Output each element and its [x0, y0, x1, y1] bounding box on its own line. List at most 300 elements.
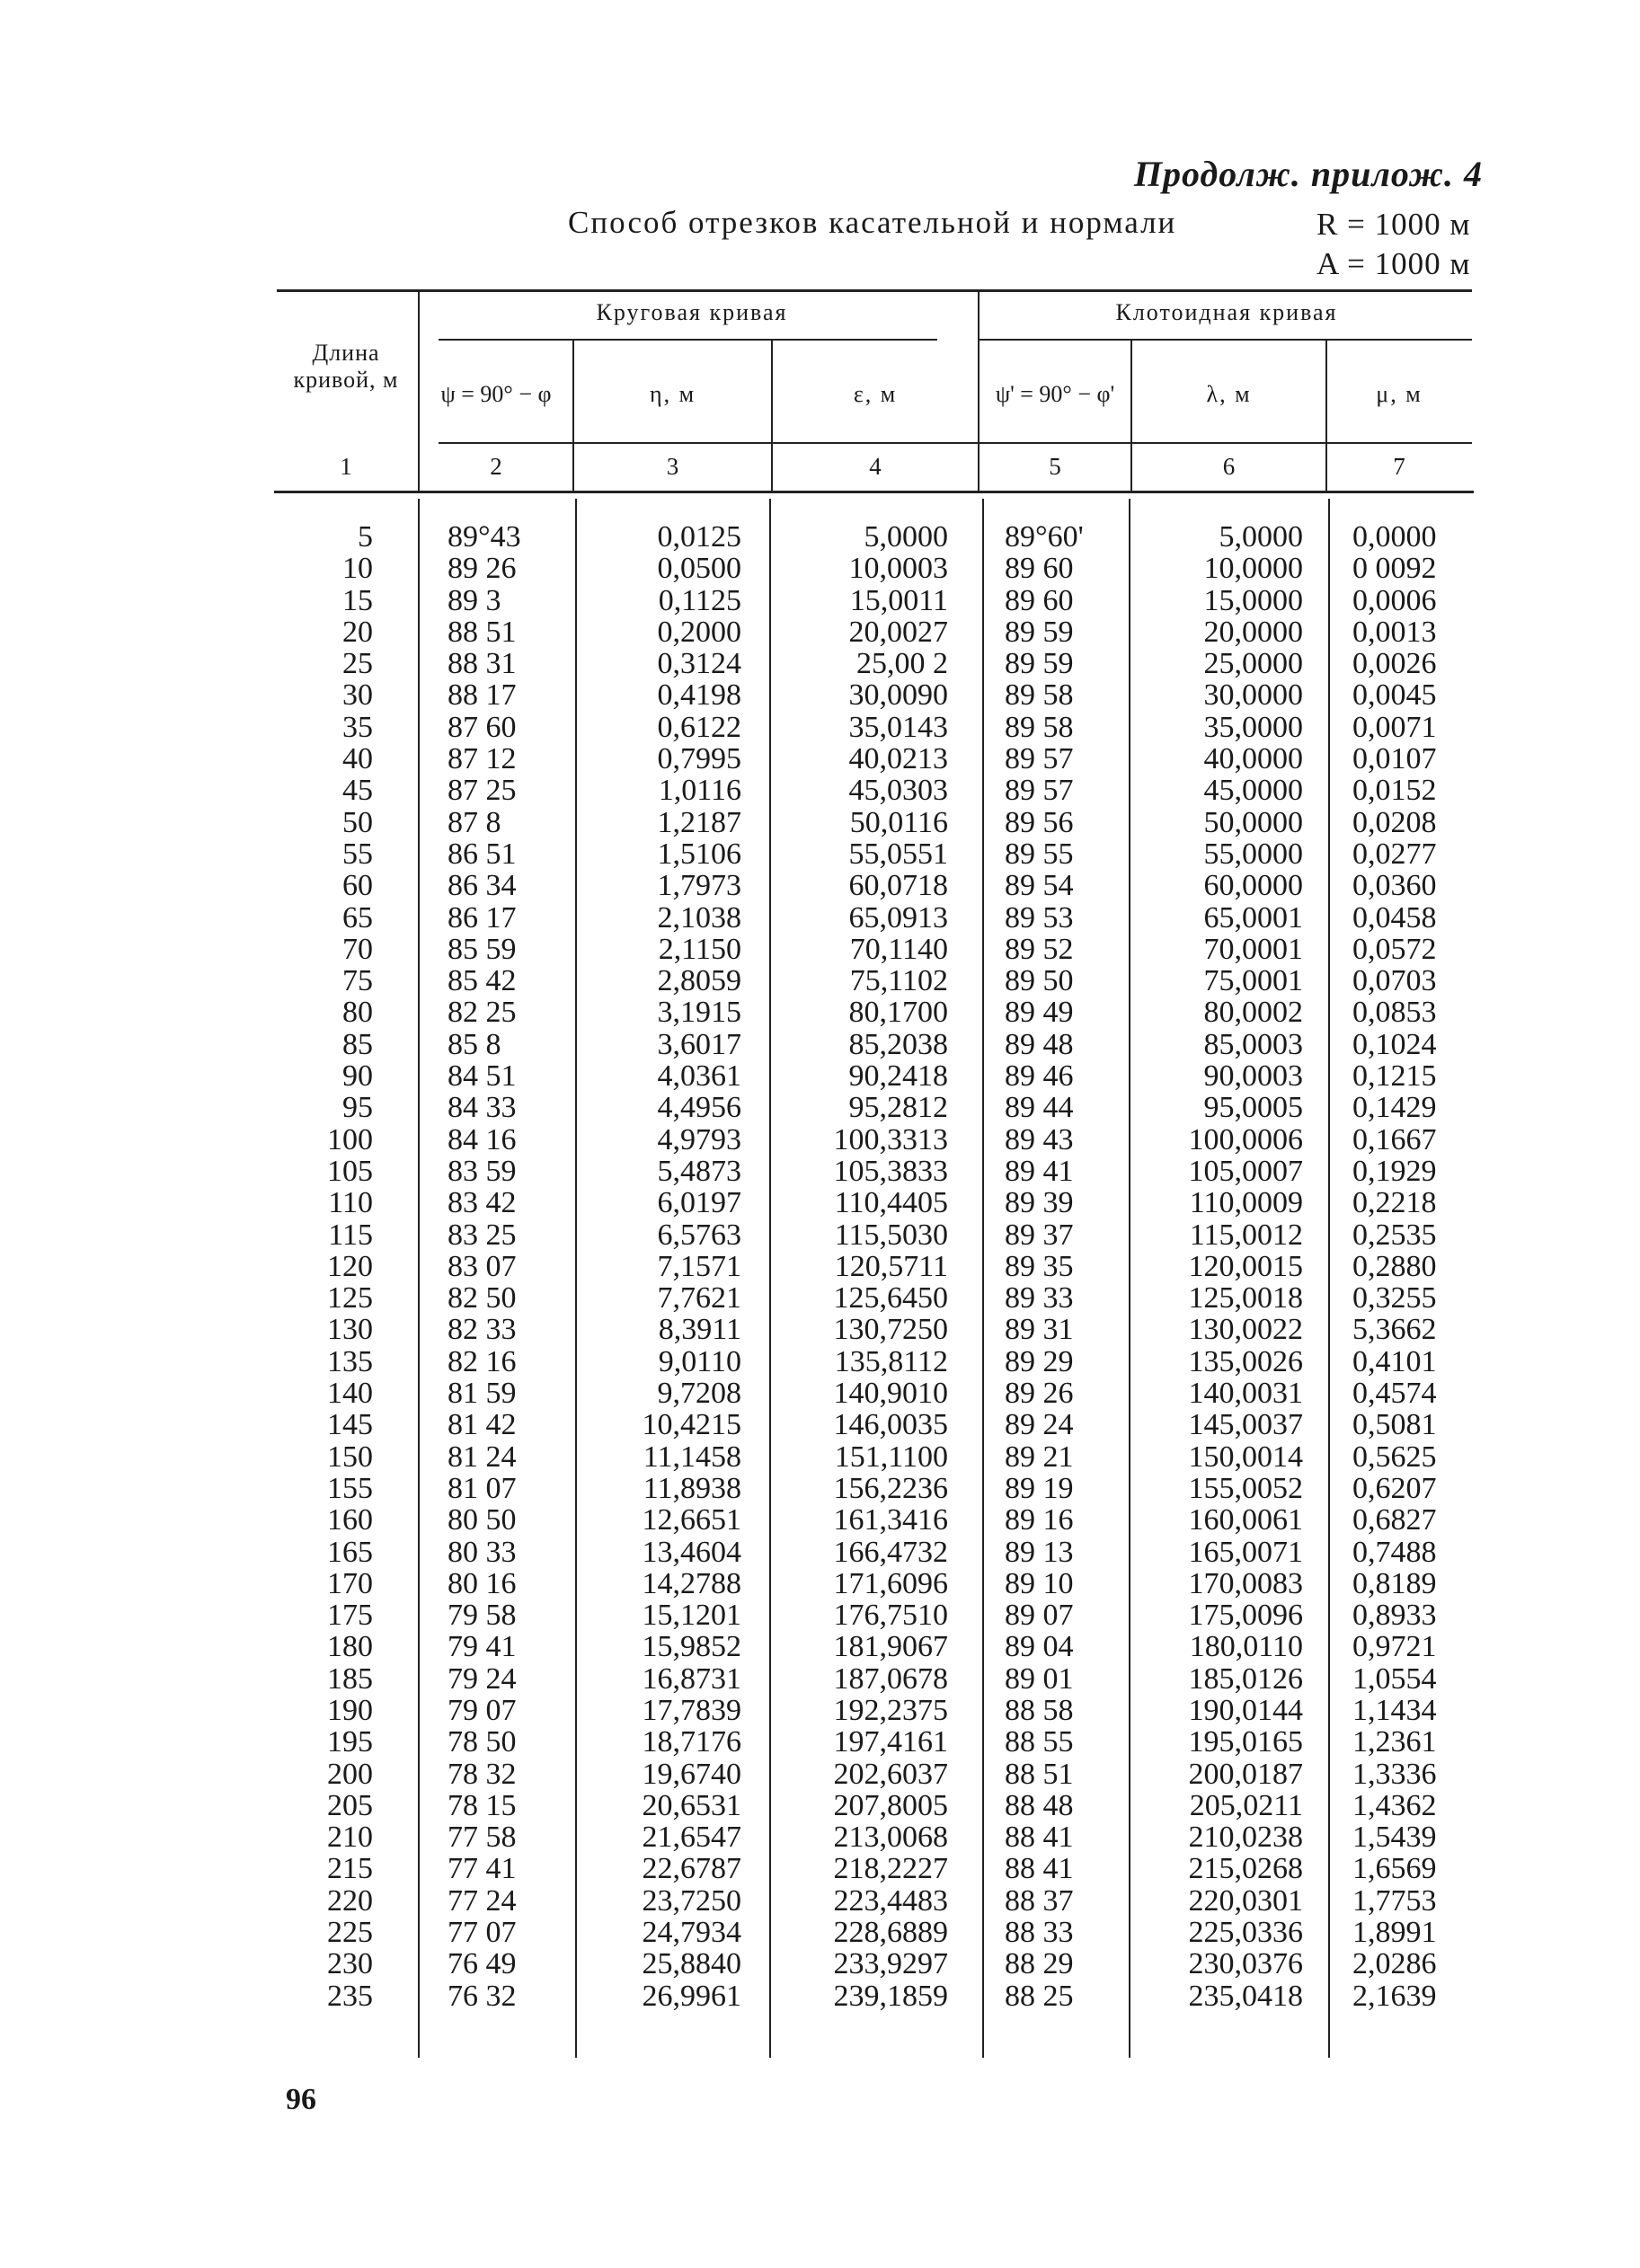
table-cell: 55 [342, 837, 373, 871]
table-cell: 89 43 [1005, 1122, 1074, 1156]
table-cell: 89 59 [1005, 647, 1074, 681]
table-cell: 82 33 [448, 1313, 517, 1347]
table-cell: 160,0061 [1188, 1503, 1303, 1537]
col-lambda-header: λ, м [1206, 381, 1252, 407]
table-cell: 82 16 [448, 1344, 517, 1378]
table-cell: 89 37 [1005, 1218, 1074, 1252]
table-cell: 165 [327, 1535, 373, 1569]
table-cell: 79 07 [448, 1693, 517, 1727]
table-cell: 165,0071 [1188, 1535, 1303, 1569]
table-cell: 0,1125 [658, 583, 741, 617]
table-cell: 197,4161 [833, 1725, 948, 1759]
table-cell: 0,0572 [1352, 932, 1437, 966]
body-divider-1 [418, 499, 420, 2058]
table-cell: 15,0000 [1203, 583, 1303, 617]
table-cell: 50 [342, 805, 373, 839]
table-cell: 89 33 [1005, 1281, 1074, 1316]
table-cell: 210 [327, 1821, 373, 1855]
table-cell: 55,0000 [1203, 837, 1303, 871]
table-cell: 60,0000 [1203, 869, 1303, 903]
table-cell: 110 [328, 1186, 373, 1220]
body-divider-5 [1129, 499, 1130, 2058]
table-cell: 160 [327, 1503, 373, 1537]
table-cell: 87 8 [448, 805, 501, 839]
table-cell: 89 53 [1005, 900, 1074, 935]
table-cell: 215,0268 [1188, 1852, 1303, 1886]
table-cell: 4,0361 [657, 1059, 741, 1094]
table-cell: 88 17 [448, 678, 517, 713]
table-cell: 79 58 [448, 1599, 517, 1633]
table-cell: 15,9852 [642, 1630, 741, 1664]
table-cell: 88 37 [1005, 1883, 1074, 1918]
table-cell: 88 25 [1005, 1979, 1074, 2013]
table-cell: 78 50 [448, 1725, 517, 1759]
table-cell: 15,1201 [642, 1599, 741, 1633]
table-cell: 1,0116 [658, 774, 741, 808]
body-divider-4 [982, 499, 984, 2058]
page-number: 96 [286, 2083, 316, 2116]
table-cell: 95,0005 [1203, 1091, 1303, 1125]
table-cell: 0,3255 [1352, 1281, 1437, 1316]
table-cell: 0,2218 [1352, 1186, 1437, 1220]
table-cell: 89 24 [1005, 1408, 1074, 1442]
table-cell: 89 3 [448, 583, 501, 617]
table-cell: 84 33 [448, 1091, 517, 1125]
table-cell: 30 [342, 678, 373, 713]
table-cell: 89 46 [1005, 1059, 1074, 1094]
circular-group-rule [439, 339, 937, 341]
table-cell: 89 57 [1005, 742, 1074, 776]
table-cell: 213,0068 [833, 1821, 948, 1855]
table-cell: 90,2418 [848, 1059, 948, 1094]
table-cell: 146,0035 [833, 1408, 948, 1442]
table-cell: 83 59 [448, 1154, 517, 1188]
table-cell: 95 [342, 1091, 373, 1125]
body-divider-3 [769, 499, 771, 2058]
table-cell: 15,0011 [849, 583, 948, 617]
table-cell: 1,6569 [1352, 1852, 1437, 1886]
table-cell: 9,0110 [658, 1344, 741, 1378]
table-cell: 90,0003 [1203, 1059, 1303, 1094]
table-cell: 115 [328, 1218, 373, 1252]
table-cell: 185 [327, 1661, 373, 1696]
table-cell: 0,0152 [1352, 774, 1437, 808]
table-cell: 233,9297 [833, 1947, 948, 1981]
table-cell: 89 35 [1005, 1249, 1074, 1283]
table-cell: 230 [327, 1947, 373, 1981]
table-cell: 220 [327, 1883, 373, 1918]
table-cell: 235,0418 [1188, 1979, 1303, 2013]
table-cell: 35,0143 [848, 710, 948, 744]
table-cell: 80 [342, 996, 373, 1030]
table-cell: 10,0000 [1203, 552, 1303, 586]
table-cell: 25,0000 [1203, 647, 1303, 681]
table-cell: 125,0018 [1188, 1281, 1303, 1316]
table-cell: 89 21 [1005, 1440, 1074, 1474]
table-cell: 115,5030 [834, 1218, 948, 1252]
table-cell: 89 60 [1005, 552, 1074, 586]
column-eta [575, 521, 741, 2012]
table-cell: 230,0376 [1188, 1947, 1303, 1981]
table-cell: 89 57 [1005, 774, 1074, 808]
table-cell: 192,2375 [833, 1693, 948, 1727]
table-cell: 140 [327, 1377, 373, 1411]
table-cell: 223,4483 [833, 1883, 948, 1918]
table-cell: 60 [342, 869, 373, 903]
col-psi2-header: ψ' = 90° − φ' [995, 381, 1115, 407]
table-cell: 19,6740 [642, 1757, 741, 1791]
col-length-header: Длина кривой, м [293, 340, 399, 393]
table-cell: 130 [327, 1313, 373, 1347]
table-cell: 20 [342, 615, 373, 649]
table-cell: 45,0303 [848, 774, 948, 808]
table-cell: 200 [327, 1757, 373, 1791]
table-cell: 0,1024 [1352, 1027, 1437, 1061]
table-cell: 4,4956 [657, 1091, 741, 1125]
table-cell: 171,6096 [833, 1566, 948, 1600]
table-cell: 65,0001 [1203, 900, 1303, 935]
table-cell: 88 58 [1005, 1693, 1074, 1727]
table-cell: 0,7488 [1352, 1535, 1437, 1569]
table-cell: 10 [342, 552, 373, 586]
table-cell: 145,0037 [1188, 1408, 1303, 1442]
col-mu-header: μ, м [1376, 381, 1423, 407]
table-cell: 115,0012 [1189, 1218, 1303, 1252]
table-cell: 175,0096 [1188, 1599, 1303, 1633]
table-cell: 80 50 [448, 1503, 517, 1537]
table-cell: 87 60 [448, 710, 517, 744]
table-cell: 105,0007 [1188, 1154, 1303, 1188]
table-cell: 77 07 [448, 1916, 517, 1950]
table-cell: 82 25 [448, 996, 517, 1030]
table-cell: 120,0015 [1188, 1249, 1303, 1283]
table-cell: 7,1571 [657, 1249, 741, 1283]
table-cell: 20,6531 [642, 1788, 741, 1822]
clothoid-group-rule [980, 339, 1472, 341]
table-cell: 70,0001 [1203, 932, 1303, 966]
table-cell: 0,1929 [1352, 1154, 1437, 1188]
table-cell: 0,4198 [657, 678, 741, 713]
table-cell: 100,3313 [833, 1122, 948, 1156]
table-cell: 89°60' [1005, 520, 1084, 554]
table-cell: 88 41 [1005, 1821, 1074, 1855]
table-cell: 2,8059 [657, 964, 741, 998]
table-cell: 4,9793 [657, 1122, 741, 1156]
table-cell: 130,0022 [1188, 1313, 1303, 1347]
table-cell: 89 44 [1005, 1091, 1074, 1125]
table-cell: 0,0500 [657, 552, 741, 586]
table-cell: 0,0071 [1352, 710, 1437, 744]
table-cell: 11,1458 [643, 1440, 741, 1474]
table-cell: 239,1859 [833, 1979, 948, 2013]
table-cell: 0,6827 [1352, 1503, 1437, 1537]
table-cell: 5,0000 [1219, 520, 1303, 554]
table-cell: 205 [327, 1788, 373, 1822]
table-cell: 135,0026 [1188, 1344, 1303, 1378]
table-cell: 7,7621 [657, 1281, 741, 1316]
table-cell: 105 [327, 1154, 373, 1188]
table-cell: 30,0000 [1203, 678, 1303, 713]
table-cell: 89 19 [1005, 1471, 1074, 1505]
table-cell: 25 [342, 647, 373, 681]
table-cell: 82 50 [448, 1281, 517, 1316]
table-cell: 78 32 [448, 1757, 517, 1791]
table-cell: 130,7250 [833, 1313, 948, 1347]
table-cell: 84 16 [448, 1122, 517, 1156]
table-top-rule [277, 289, 1472, 292]
table-cell: 180,0110 [1189, 1630, 1303, 1664]
column-psi2 [1005, 521, 1126, 2012]
table-cell: 0,0360 [1352, 869, 1437, 903]
table-cell: 10,0003 [848, 552, 948, 586]
table-cell: 180 [327, 1630, 373, 1664]
table-cell: 1,7753 [1352, 1883, 1437, 1918]
table-cell: 85 8 [448, 1027, 501, 1061]
col-number-4: 4 [869, 453, 882, 480]
table-cell: 155,0052 [1188, 1471, 1303, 1505]
table-cell: 80,1700 [848, 996, 948, 1030]
table-cell: 95,2812 [848, 1091, 948, 1125]
table-cell: 85,2038 [848, 1027, 948, 1061]
table-cell: 55,0551 [848, 837, 948, 871]
table-cell: 0,6122 [657, 710, 741, 744]
table-cell: 11,8938 [643, 1471, 741, 1505]
table-cell: 89 29 [1005, 1344, 1074, 1378]
table-cell: 89 56 [1005, 805, 1074, 839]
table-cell: 185,0126 [1188, 1661, 1303, 1696]
table-cell: 1,3336 [1352, 1757, 1437, 1791]
table-cell: 120 [327, 1249, 373, 1283]
table-cell: 0,5081 [1352, 1408, 1437, 1442]
table-cell: 40,0000 [1203, 742, 1303, 776]
table-cell: 9,7208 [657, 1377, 741, 1411]
table-cell: 140,9010 [833, 1377, 948, 1411]
table-cell: 0,0125 [657, 520, 741, 554]
table-cell: 78 15 [448, 1788, 517, 1822]
header-bottom-rule [439, 442, 1472, 444]
group-circular-label: Круговая кривая [596, 299, 788, 325]
table-cell: 81 59 [448, 1377, 517, 1411]
table-cell: 89 52 [1005, 932, 1074, 966]
table-cell: 80 33 [448, 1535, 517, 1569]
table-cell: 2,1038 [657, 900, 741, 935]
table-cell: 0,0458 [1352, 900, 1437, 935]
table-cell: 6,0197 [657, 1186, 741, 1220]
table-cell: 40 [342, 742, 373, 776]
table-cell: 77 58 [448, 1821, 517, 1855]
table-cell: 30,0090 [848, 678, 948, 713]
table-cell: 0,3124 [657, 647, 741, 681]
table-cell: 86 51 [448, 837, 517, 871]
table-cell: 2,1150 [658, 932, 741, 966]
table-cell: 88 31 [448, 647, 517, 681]
table-cell: 205,0211 [1189, 1788, 1303, 1822]
table-cell: 100,0006 [1188, 1122, 1303, 1156]
table-cell: 89 49 [1005, 996, 1074, 1030]
table-cell: 89 10 [1005, 1566, 1074, 1600]
table-cell: 0,9721 [1352, 1630, 1437, 1664]
table-cell: 1,5439 [1352, 1821, 1437, 1855]
table-cell: 225,0336 [1188, 1916, 1303, 1950]
table-cell: 5,0000 [864, 520, 948, 554]
table-cell: 16,8731 [642, 1661, 741, 1696]
table-cell: 88 29 [1005, 1947, 1074, 1981]
table-cell: 150 [327, 1440, 373, 1474]
col-number-3: 3 [666, 453, 679, 480]
table-cell: 0,0013 [1352, 615, 1437, 649]
col-psi-header: ψ = 90° − φ [440, 381, 552, 407]
table-cell: 1,8991 [1352, 1916, 1437, 1950]
param-a: A = 1000 м [1316, 246, 1471, 281]
table-cell: 35,0000 [1203, 710, 1303, 744]
table-cell: 190 [327, 1693, 373, 1727]
table-cell: 155 [327, 1471, 373, 1505]
table-cell: 1,1434 [1352, 1693, 1437, 1727]
table-cell: 65 [342, 900, 373, 935]
table-cell: 0,5625 [1352, 1440, 1437, 1474]
table-cell: 89 50 [1005, 964, 1074, 998]
col-number-7: 7 [1393, 453, 1405, 480]
table-cell: 86 34 [448, 869, 517, 903]
table-cell: 195,0165 [1188, 1725, 1303, 1759]
table-cell: 87 12 [448, 742, 517, 776]
table-cell: 35 [342, 710, 373, 744]
table-cell: 89 07 [1005, 1599, 1074, 1633]
table-cell: 89 04 [1005, 1630, 1074, 1664]
table-cell: 65,0913 [848, 900, 948, 935]
table-cell: 89 54 [1005, 869, 1074, 903]
table-cell: 0,0000 [1352, 520, 1437, 554]
table-cell: 0,7995 [657, 742, 741, 776]
table-cell: 90 [342, 1059, 373, 1094]
table-cell: 80,0002 [1203, 996, 1303, 1030]
column-mu [1352, 521, 1469, 2012]
table-cell: 120,5711 [834, 1249, 948, 1283]
table-cell: 150,0014 [1188, 1440, 1303, 1474]
table-cell: 89 55 [1005, 837, 1074, 871]
table-cell: 80 16 [448, 1566, 517, 1600]
table-cell: 22,6787 [642, 1852, 741, 1886]
continuation-label: Продолж. прилож. 4 [1133, 154, 1483, 194]
param-r: R = 1000 м [1316, 207, 1471, 242]
table-cell: 75 [342, 964, 373, 998]
column-eps [773, 521, 948, 2012]
table-cell: 0,4101 [1352, 1344, 1437, 1378]
table-cell: 1,0554 [1352, 1661, 1437, 1696]
table-cell: 23,7250 [642, 1883, 741, 1918]
table-cell: 85,0003 [1203, 1027, 1303, 1061]
table-cell: 15 [342, 583, 373, 617]
table-cell: 202,6037 [833, 1757, 948, 1791]
table-cell: 89 31 [1005, 1313, 1074, 1347]
table-cell: 187,0678 [833, 1661, 948, 1696]
table-cell: 20,0027 [848, 615, 948, 649]
table-cell: 0,0703 [1352, 964, 1437, 998]
table-cell: 83 42 [448, 1186, 517, 1220]
table-cell: 1,2187 [657, 805, 741, 839]
table-cell: 88 51 [448, 615, 517, 649]
table-cell: 89 58 [1005, 678, 1074, 713]
table-cell: 76 49 [448, 1947, 517, 1981]
table-cell: 88 55 [1005, 1725, 1074, 1759]
table-cell: 228,6889 [833, 1916, 948, 1950]
table-cell: 1,5106 [657, 837, 741, 871]
table-cell: 181,9067 [833, 1630, 948, 1664]
table-cell: 0,4574 [1352, 1377, 1437, 1411]
table-cell: 2,1639 [1352, 1979, 1437, 2013]
table-cell: 26,9961 [642, 1979, 741, 2013]
group-clothoid-label: Клотоидная кривая [1115, 299, 1338, 325]
col-number-1: 1 [340, 453, 352, 480]
table-cell: 140,0031 [1188, 1377, 1303, 1411]
table-cell: 45 [342, 774, 373, 808]
table-cell: 75,1102 [849, 964, 948, 998]
table-cell: 50,0000 [1203, 805, 1303, 839]
table-cell: 85 59 [448, 932, 517, 966]
table-cell: 135,8112 [834, 1344, 948, 1378]
table-cell: 225 [327, 1916, 373, 1950]
table-cell: 175 [327, 1599, 373, 1633]
table-cell: 89 60 [1005, 583, 1074, 617]
table-cell: 0 0092 [1352, 552, 1437, 586]
table-cell: 1,7973 [657, 869, 741, 903]
column-psi [448, 521, 569, 2012]
table-cell: 1,2361 [1352, 1725, 1437, 1759]
table-cell: 200,0187 [1188, 1757, 1303, 1791]
table-cell: 89°43 [448, 520, 521, 554]
col-eta-header: η, м [649, 381, 696, 407]
table-cell: 161,3416 [833, 1503, 948, 1537]
table-cell: 76 32 [448, 1979, 517, 2013]
table-cell: 0,0277 [1352, 837, 1437, 871]
table-cell: 0,1667 [1352, 1122, 1437, 1156]
table-cell: 81 42 [448, 1408, 517, 1442]
table-cell: 88 48 [1005, 1788, 1074, 1822]
table-cell: 88 51 [1005, 1757, 1074, 1791]
table-cell: 21,6547 [642, 1821, 741, 1855]
table-cell: 0,8933 [1352, 1599, 1437, 1633]
table-cell: 0,0853 [1352, 996, 1437, 1030]
table-cell: 156,2236 [833, 1471, 948, 1505]
table-cell: 207,8005 [833, 1788, 948, 1822]
table-cell: 6,5763 [657, 1218, 741, 1252]
table-cell: 0,2535 [1352, 1218, 1437, 1252]
table-cell: 3,1915 [657, 996, 741, 1030]
table-cell: 235 [327, 1979, 373, 2013]
table-cell: 12,6651 [642, 1503, 741, 1537]
table-cell: 170,0083 [1188, 1566, 1303, 1600]
col-number-6: 6 [1222, 453, 1236, 480]
table-cell: 176,7510 [833, 1599, 948, 1633]
table-cell: 0,0045 [1352, 678, 1437, 713]
table-cell: 89 41 [1005, 1154, 1074, 1188]
table-cell: 20,0000 [1203, 615, 1303, 649]
table-cell: 190,0144 [1188, 1693, 1303, 1727]
table-cell: 89 58 [1005, 710, 1074, 744]
table-cell: 89 59 [1005, 615, 1074, 649]
table-cell: 5,4873 [657, 1154, 741, 1188]
table-cell: 100 [327, 1122, 373, 1156]
table-cell: 151,1100 [834, 1440, 948, 1474]
table-cell: 5 [358, 520, 373, 554]
table-cell: 24,7934 [642, 1916, 741, 1950]
table-cell: 215 [327, 1852, 373, 1886]
table-cell: 89 39 [1005, 1186, 1074, 1220]
table-cell: 25,00 2 [856, 647, 948, 681]
table-cell: 0,2000 [657, 615, 741, 649]
table-cell: 81 24 [448, 1440, 517, 1474]
table-cell: 70 [342, 932, 373, 966]
